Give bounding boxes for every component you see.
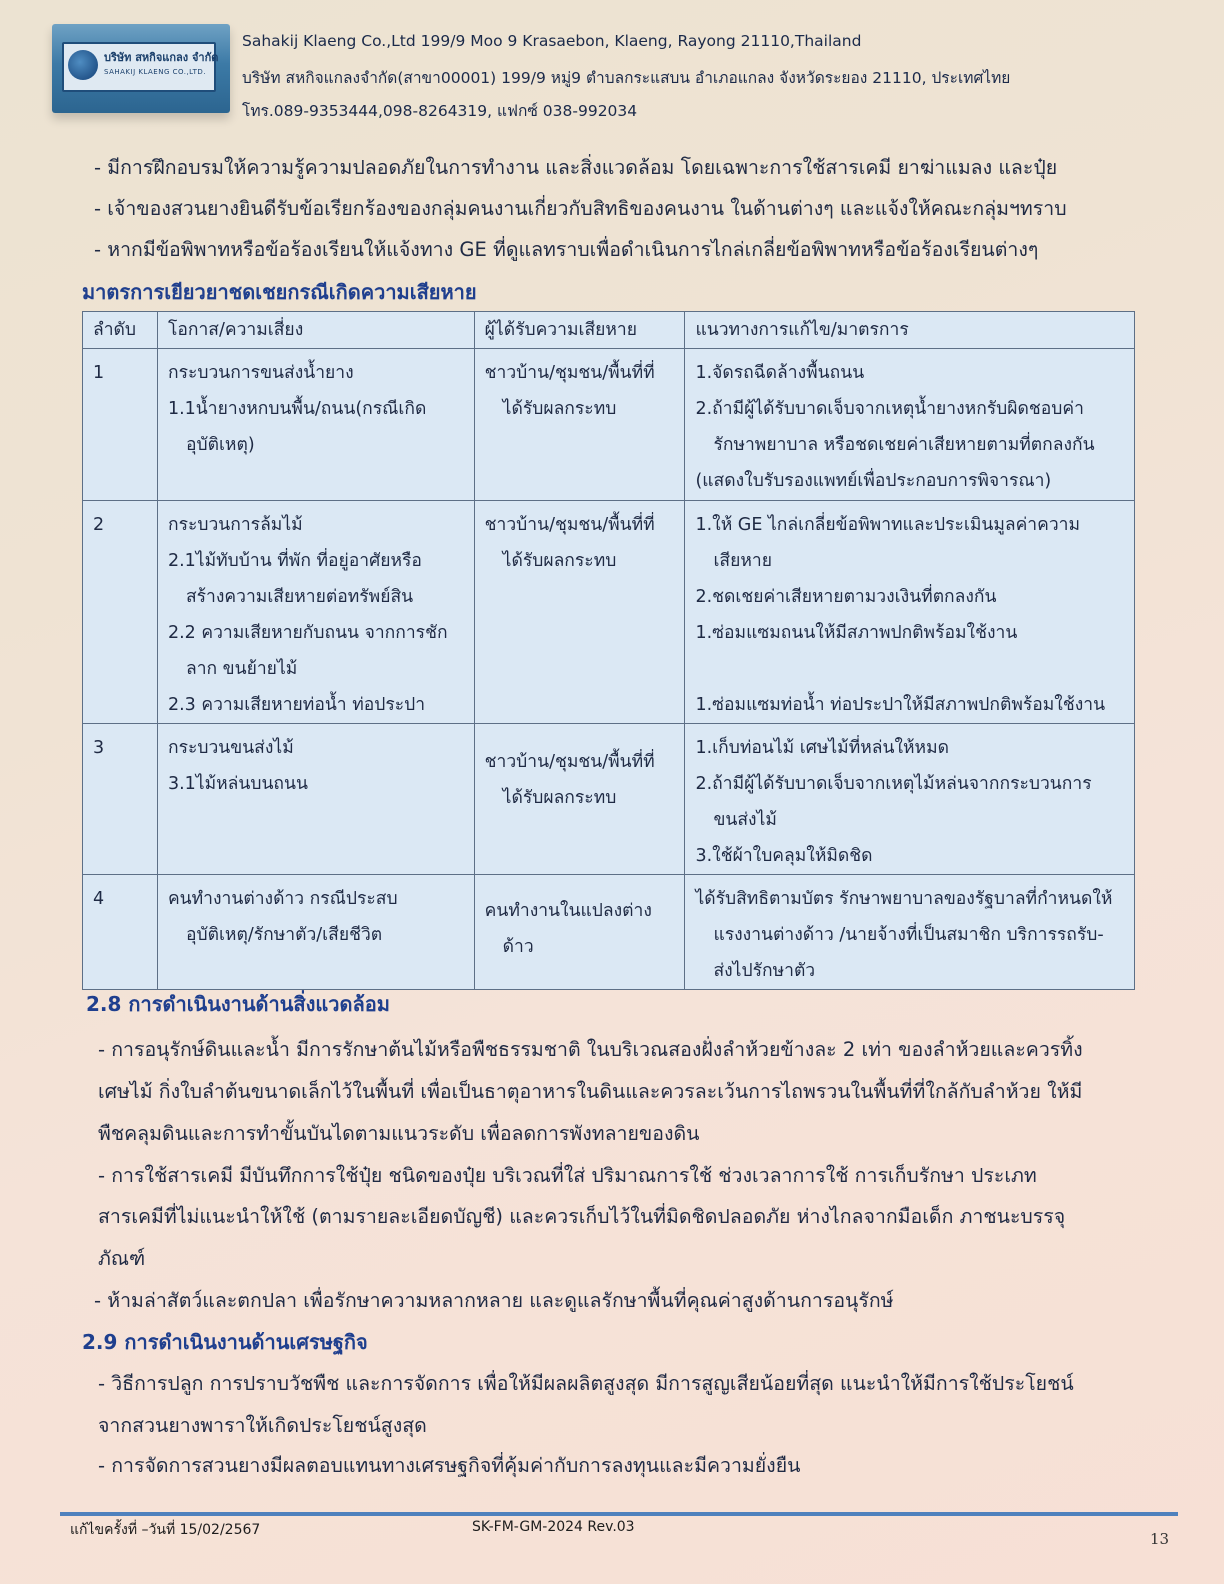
column-header: ผู้ได้รับความเสียหาย bbox=[474, 312, 685, 349]
logo-text-th: บริษัท สหกิจแกลง จำกัด bbox=[104, 51, 219, 64]
row-number: 3 bbox=[83, 724, 158, 875]
section-2-8-line: - ห้ามล่าสัตว์และตกปลา เพื่อรักษาความหลากหลาย และดูแลรักษาพื้นที่คุณค่าสูงด้านการอนุรักษ์ bbox=[94, 1289, 894, 1312]
measure-line: 1.ซ่อมแซมท่อน้ำ ท่อประปาให้มีสภาพปกติพร้อมใช้งาน bbox=[695, 695, 1106, 715]
measures-cell bbox=[685, 724, 1135, 875]
risk-cell bbox=[157, 724, 474, 875]
risk-line: 2.1ไม้ทับบ้าน ที่พัก ที่อยู่อาศัยหรือ bbox=[167, 551, 422, 571]
risk-line: กระบวนการล้มไม้ bbox=[167, 515, 303, 535]
measures-cell bbox=[685, 349, 1135, 501]
affected-line: ด้าว bbox=[502, 937, 534, 957]
section-2-8-line: เศษไม้ กิ่งใบลำต้นขนาดเล็กไว้ในพื้นที่ เพื่อเป็นธาตุอาหารในดินและควรละเว้นการไถพรวนในพื้นที่ที่ใกล้กับลำห้วย ให้มี bbox=[98, 1080, 1083, 1103]
intro-bullet: - เจ้าของสวนยางยินดีรับข้อเรียกร้องของกลุ่มคนงานเกี่ยวกับสิทธิของคนงาน ในด้านต่างๆ และแจ้งให้คณะกลุ่มฯทราบ bbox=[94, 197, 1067, 220]
company-logo bbox=[52, 24, 230, 113]
risk-cell bbox=[157, 501, 474, 724]
intro-bullet: - หากมีข้อพิพาทหรือข้อร้องเรียนให้แจ้งทาง GE ที่ดูแลทราบเพื่อดำเนินการไกล่เกลี่ยข้อพิพาทหรือข้อร้องเรียนต่างๆ bbox=[94, 238, 1039, 261]
row-number: 4 bbox=[83, 875, 158, 990]
header-address-en: Sahakij Klaeng Co.,Ltd 199/9 Moo 9 Krasaebon, Klaeng, Rayong 21110,Thailand bbox=[242, 32, 862, 50]
risk-line: 3.1ไม้หล่นบนถนน bbox=[167, 774, 308, 794]
measures-cell bbox=[685, 501, 1135, 724]
measure-line: 1.ซ่อมแซมถนนให้มีสภาพปกติพร้อมใช้งาน bbox=[695, 623, 1018, 643]
measure-line-blank bbox=[695, 651, 1124, 687]
affected-line: ชาวบ้าน/ชุมชน/พื้นที่ที่ bbox=[484, 515, 655, 535]
row-number: 1 bbox=[83, 349, 158, 501]
column-header: แนวทางการแก้ไข/มาตรการ bbox=[685, 312, 1135, 349]
affected-cell bbox=[474, 349, 685, 501]
measure-line: 2.ชดเชยค่าเสียหายตามวงเงินที่ตกลงกัน bbox=[695, 587, 997, 607]
section-2-8-heading: 2.8 การดำเนินงานด้านสิ่งแวดล้อม bbox=[86, 992, 390, 1016]
column-header: ลำดับ bbox=[83, 312, 158, 349]
affected-cell bbox=[474, 875, 685, 990]
section-2-9-line: - การจัดการสวนยางมีผลตอบแทนทางเศรษฐกิจที่คุ้มค่ากับการลงทุนและมีความยั่งยืน bbox=[98, 1454, 801, 1477]
table-row bbox=[83, 875, 1135, 990]
section-2-8-line: สารเคมีที่ไม่แนะนำให้ใช้ (ตามรายละเอียดบัญชี) และควรเก็บไว้ในที่มิดชิดปลอดภัย ห่างไกลจากมือเด็ก ภาชนะบรรจุ bbox=[98, 1205, 1066, 1228]
risk-cell bbox=[157, 875, 474, 990]
section-2-8-line: พืชคลุมดินและการทำขั้นบันไดตามแนวระดับ เพื่อลดการพังทลายของดิน bbox=[98, 1122, 700, 1145]
risk-line: 2.3 ความเสียหายท่อน้ำ ท่อประปา bbox=[167, 695, 426, 715]
measure-line: 1.เก็บท่อนไม้ เศษไม้ที่หล่นให้หมด bbox=[695, 738, 949, 758]
measures-cell bbox=[685, 875, 1135, 990]
risk-line: อุบัติเหตุ/รักษาตัว/เสียชีวิต bbox=[185, 925, 383, 945]
footer-divider bbox=[60, 1512, 1178, 1516]
intro-bullet: - มีการฝึกอบรมให้ความรู้ความปลอดภัยในการทำงาน และสิ่งแวดล้อม โดยเฉพาะการใช้สารเคมี ยาฆ่าแมลง และปุ๋ย bbox=[94, 156, 1058, 179]
logo-text-en: SAHAKIJ KLAENG CO.,LTD. bbox=[104, 68, 206, 76]
section-2-8-line: ภัณฑ์ bbox=[98, 1247, 146, 1270]
page-number: 13 bbox=[1150, 1530, 1170, 1548]
table-row bbox=[83, 724, 1135, 875]
risk-cell bbox=[157, 349, 474, 501]
table-header-row bbox=[83, 312, 1135, 349]
section-2-9-line: - วิธีการปลูก การปราบวัชพืช และการจัดการ เพื่อให้มีผลผลิตสูงสุด มีการสูญเสียน้อยที่สุด แนะนำให้มีการใช้ประโยชน์ bbox=[98, 1372, 1074, 1395]
measure-line: 2.ถ้ามีผู้ได้รับบาดเจ็บจากเหตุน้ำยางหกรับผิดชอบค่า bbox=[695, 399, 1084, 419]
table-row bbox=[83, 501, 1135, 724]
risk-line: อุบัติเหตุ) bbox=[185, 435, 255, 455]
measure-line: รักษาพยาบาล หรือชดเชยค่าเสียหายตามที่ตกลงกัน bbox=[713, 435, 1095, 455]
measure-line: 1.ให้ GE ไกล่เกลี่ยข้อพิพาทและประเมินมูลค่าความ bbox=[695, 515, 1081, 535]
affected-cell bbox=[474, 501, 685, 724]
risk-line: กระบวนขนส่งไม้ bbox=[167, 738, 294, 758]
risk-line: 1.1น้ำยางหกบนพื้น/ถนน(กรณีเกิด bbox=[167, 399, 427, 419]
footer-doc-code: SK-FM-GM-2024 Rev.03 bbox=[472, 1519, 635, 1535]
compensation-table bbox=[82, 311, 1135, 990]
header-contact: โทร.089-9353444,098-8264319, แฟกซ์ 038-992034 bbox=[242, 102, 638, 120]
affected-line: ได้รับผลกระทบ bbox=[502, 788, 617, 808]
risk-line: 2.2 ความเสียหายกับถนน จากการชัก bbox=[167, 623, 448, 643]
compensation-heading: มาตรการเยียวยาชดเชยกรณีเกิดความเสียหาย bbox=[82, 280, 477, 304]
logo-emblem-icon bbox=[68, 50, 98, 80]
risk-line: กระบวนการขนส่งน้ำยาง bbox=[167, 363, 354, 383]
section-2-9-line: จากสวนยางพาราให้เกิดประโยชน์สูงสุด bbox=[98, 1414, 427, 1437]
measure-line: เสียหาย bbox=[713, 551, 772, 571]
affected-cell bbox=[474, 724, 685, 875]
logo-sign bbox=[62, 42, 219, 92]
risk-line: ลาก ขนย้ายไม้ bbox=[185, 659, 298, 679]
risk-line: คนทำงานต่างด้าว กรณีประสบ bbox=[167, 889, 398, 909]
section-2-9-heading: 2.9 การดำเนินงานด้านเศรษฐกิจ bbox=[82, 1330, 368, 1354]
table-row bbox=[83, 349, 1135, 501]
header-address-th: บริษัท สหกิจแกลงจำกัด(สาขา00001) 199/9 หมู่9 ตำบลกระแสบน อำเภอแกลง จังหวัดระยอง 21110, ประเทศไทย bbox=[242, 69, 1011, 87]
measure-line: 2.ถ้ามีผู้ได้รับบาดเจ็บจากเหตุไม้หล่นจากกระบวนการ bbox=[695, 774, 1092, 794]
measure-line: ได้รับสิทธิตามบัตร รักษาพยาบาลของรัฐบาลที่กำหนดให้ bbox=[695, 889, 1113, 909]
row-number: 2 bbox=[83, 501, 158, 724]
measure-line: 1.จัดรถฉีดล้างพื้นถนน bbox=[695, 363, 865, 383]
column-header: โอกาส/ความเสี่ยง bbox=[157, 312, 474, 349]
risk-line: สร้างความเสียหายต่อทรัพย์สิน bbox=[185, 587, 414, 607]
measure-line: (แสดงใบรับรองแพทย์เพื่อประกอบการพิจารณา) bbox=[695, 471, 1052, 491]
affected-line: ได้รับผลกระทบ bbox=[502, 551, 617, 571]
section-2-8-line: - การใช้สารเคมี มีบันทึกการใช้ปุ๋ย ชนิดของปุ๋ย บริเวณที่ใส่ ปริมาณการใช้ ช่วงเวลาการใช้ การเก็บรักษา ประเภท bbox=[98, 1164, 1037, 1187]
affected-line: ได้รับผลกระทบ bbox=[502, 399, 617, 419]
measure-line: แรงงานต่างด้าว /นายจ้างที่เป็นสมาชิก บริการรถรับ- bbox=[713, 925, 1104, 945]
measure-line: ขนส่งไม้ bbox=[713, 810, 777, 830]
affected-line: ชาวบ้าน/ชุมชน/พื้นที่ที่ bbox=[484, 363, 655, 383]
measure-line: ส่งไปรักษาตัว bbox=[713, 961, 816, 981]
measure-line: 3.ใช้ผ้าใบคลุมให้มิดชิด bbox=[695, 846, 873, 866]
affected-line: คนทำงานในแปลงต่าง bbox=[484, 901, 652, 921]
affected-line: ชาวบ้าน/ชุมชน/พื้นที่ที่ bbox=[484, 752, 655, 772]
footer-revision: แก้ไขครั้งที่ –วันที่ 15/02/2567 bbox=[70, 1522, 261, 1538]
section-2-8-line: - การอนุรักษ์ดินและน้ำ มีการรักษาต้นไม้หรือพืชธรรมชาติ ในบริเวณสองฝั่งลำห้วยข้างละ 2 เท่า ของลำห้วยและควรทิ้ง bbox=[98, 1038, 1083, 1061]
